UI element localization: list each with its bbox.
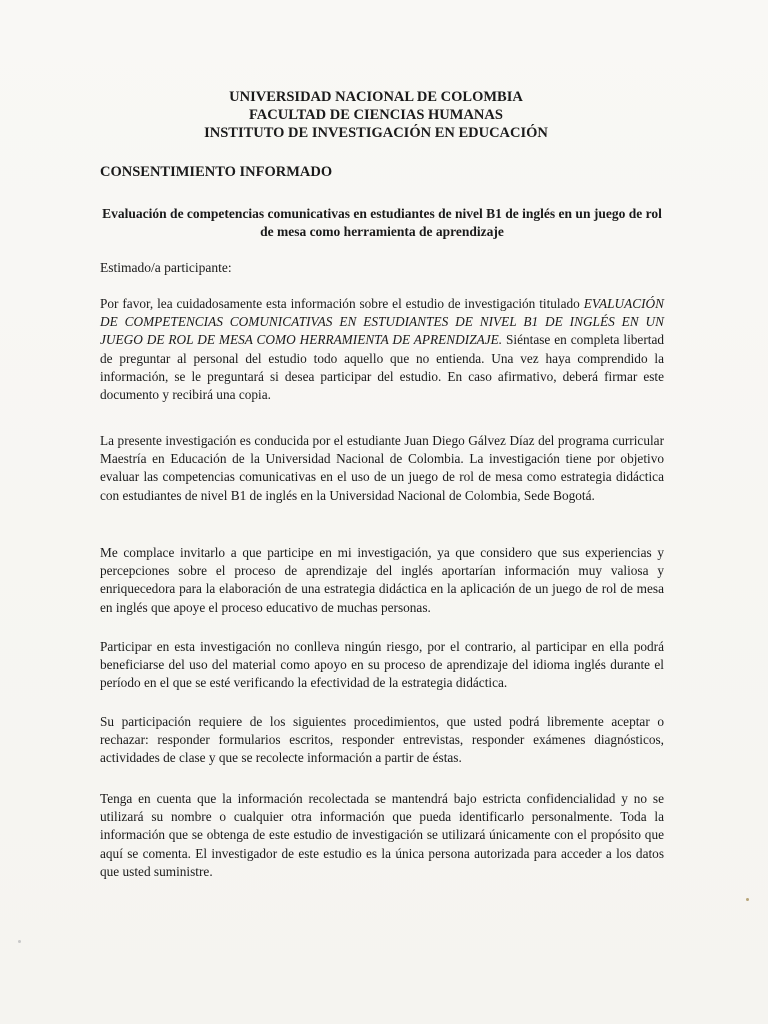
institution-header — [0, 88, 768, 142]
paragraph-confidentiality: Tenga en cuenta que la información recolectada se mantendrá bajo estricta confidencialidad y no se utilizará su nombre o cualquier otra información que pueda identificarlo personalmente. Toda la información que se obtenga de este estudio de investigación se utilizará únicamente con el propósito que aquí se comenta. El investigador de este estudio es la única persona autorizada para acceder a los datos que usted suministre. — [100, 791, 664, 879]
paragraph-researcher: La presente investigación es conducida por el estudiante Juan Diego Gálvez Díaz del programa curricular Maestría en Educación de la Universidad Nacional de Colombia. La investigación tiene por objetivo evaluar las competencias comunicativas en el uso de un juego de rol de mesa como estrategia didáctica con estudiantes de nivel B1 de inglés en la Universidad Nacional de Colombia, Sede Bogotá. — [100, 433, 664, 503]
intro-text-start: Por favor, lea cuidadosamente esta información sobre el estudio de investigación titulado — [100, 296, 584, 311]
study-title-inline: EVALUACIÓN DE COMPETENCIAS COMUNICATIVAS EN ESTUDIANTES DE NIVEL B1 DE INGLÉS EN UN JUEGO DE ROL DE MESA COMO HERRAMIENTA DE APRENDIZAJE. — [100, 296, 664, 348]
greeting: Estimado/a participante: — [100, 260, 232, 275]
institute-name: INSTITUTO DE INVESTIGACIÓN EN EDUCACIÓN — [204, 125, 548, 141]
study-title: Evaluación de competencias comunicativas en estudiantes de nivel B1 de inglés en un juego de rol de mesa como herramienta de aprendizaje — [102, 206, 662, 239]
consent-heading: CONSENTIMIENTO INFORMADO — [100, 164, 333, 180]
paragraph-intro — [100, 295, 664, 404]
faculty-name: FACULTAD DE CIENCIAS HUMANAS — [249, 107, 503, 123]
paragraph-risk: Participar en esta investigación no conlleva ningún riesgo, por el contrario, al participar en ella podrá beneficiarse del uso del material como apoyo en su proceso de aprendizaje del idioma inglés durante el período en el que se esté verificando la efectividad de la estrategia didáctica. — [100, 639, 664, 691]
university-name: UNIVERSIDAD NACIONAL DE COLOMBIA — [229, 89, 523, 105]
scan-speck — [18, 940, 21, 943]
scan-speck — [746, 898, 749, 901]
paragraph-invitation: Me complace invitarlo a que participe en mi investigación, ya que considero que sus experiencias y percepciones sobre el proceso de aprendizaje del inglés aportarían información muy valiosa y enriquecedora para la elaboración de una estrategia didáctica en la aplicación de un juego de rol de mesa en inglés que apoye el proceso educativo de muchas personas. — [100, 545, 664, 615]
paragraph-procedures: Su participación requiere de los siguientes procedimientos, que usted podrá libremente aceptar o rechazar: responder formularios escritos, responder entrevistas, responder exámenes diagnósticos, actividades de clase y que se recolecte información a partir de éstas. — [100, 714, 664, 766]
intro-text-end: Siéntase en completa libertad de preguntar al personal del estudio todo aquello que no entienda. Una vez haya comprendido la información, se le preguntará si desea participar del estudio. En caso afirmativo, deberá firmar este documento y recibirá una copia. — [100, 332, 664, 403]
